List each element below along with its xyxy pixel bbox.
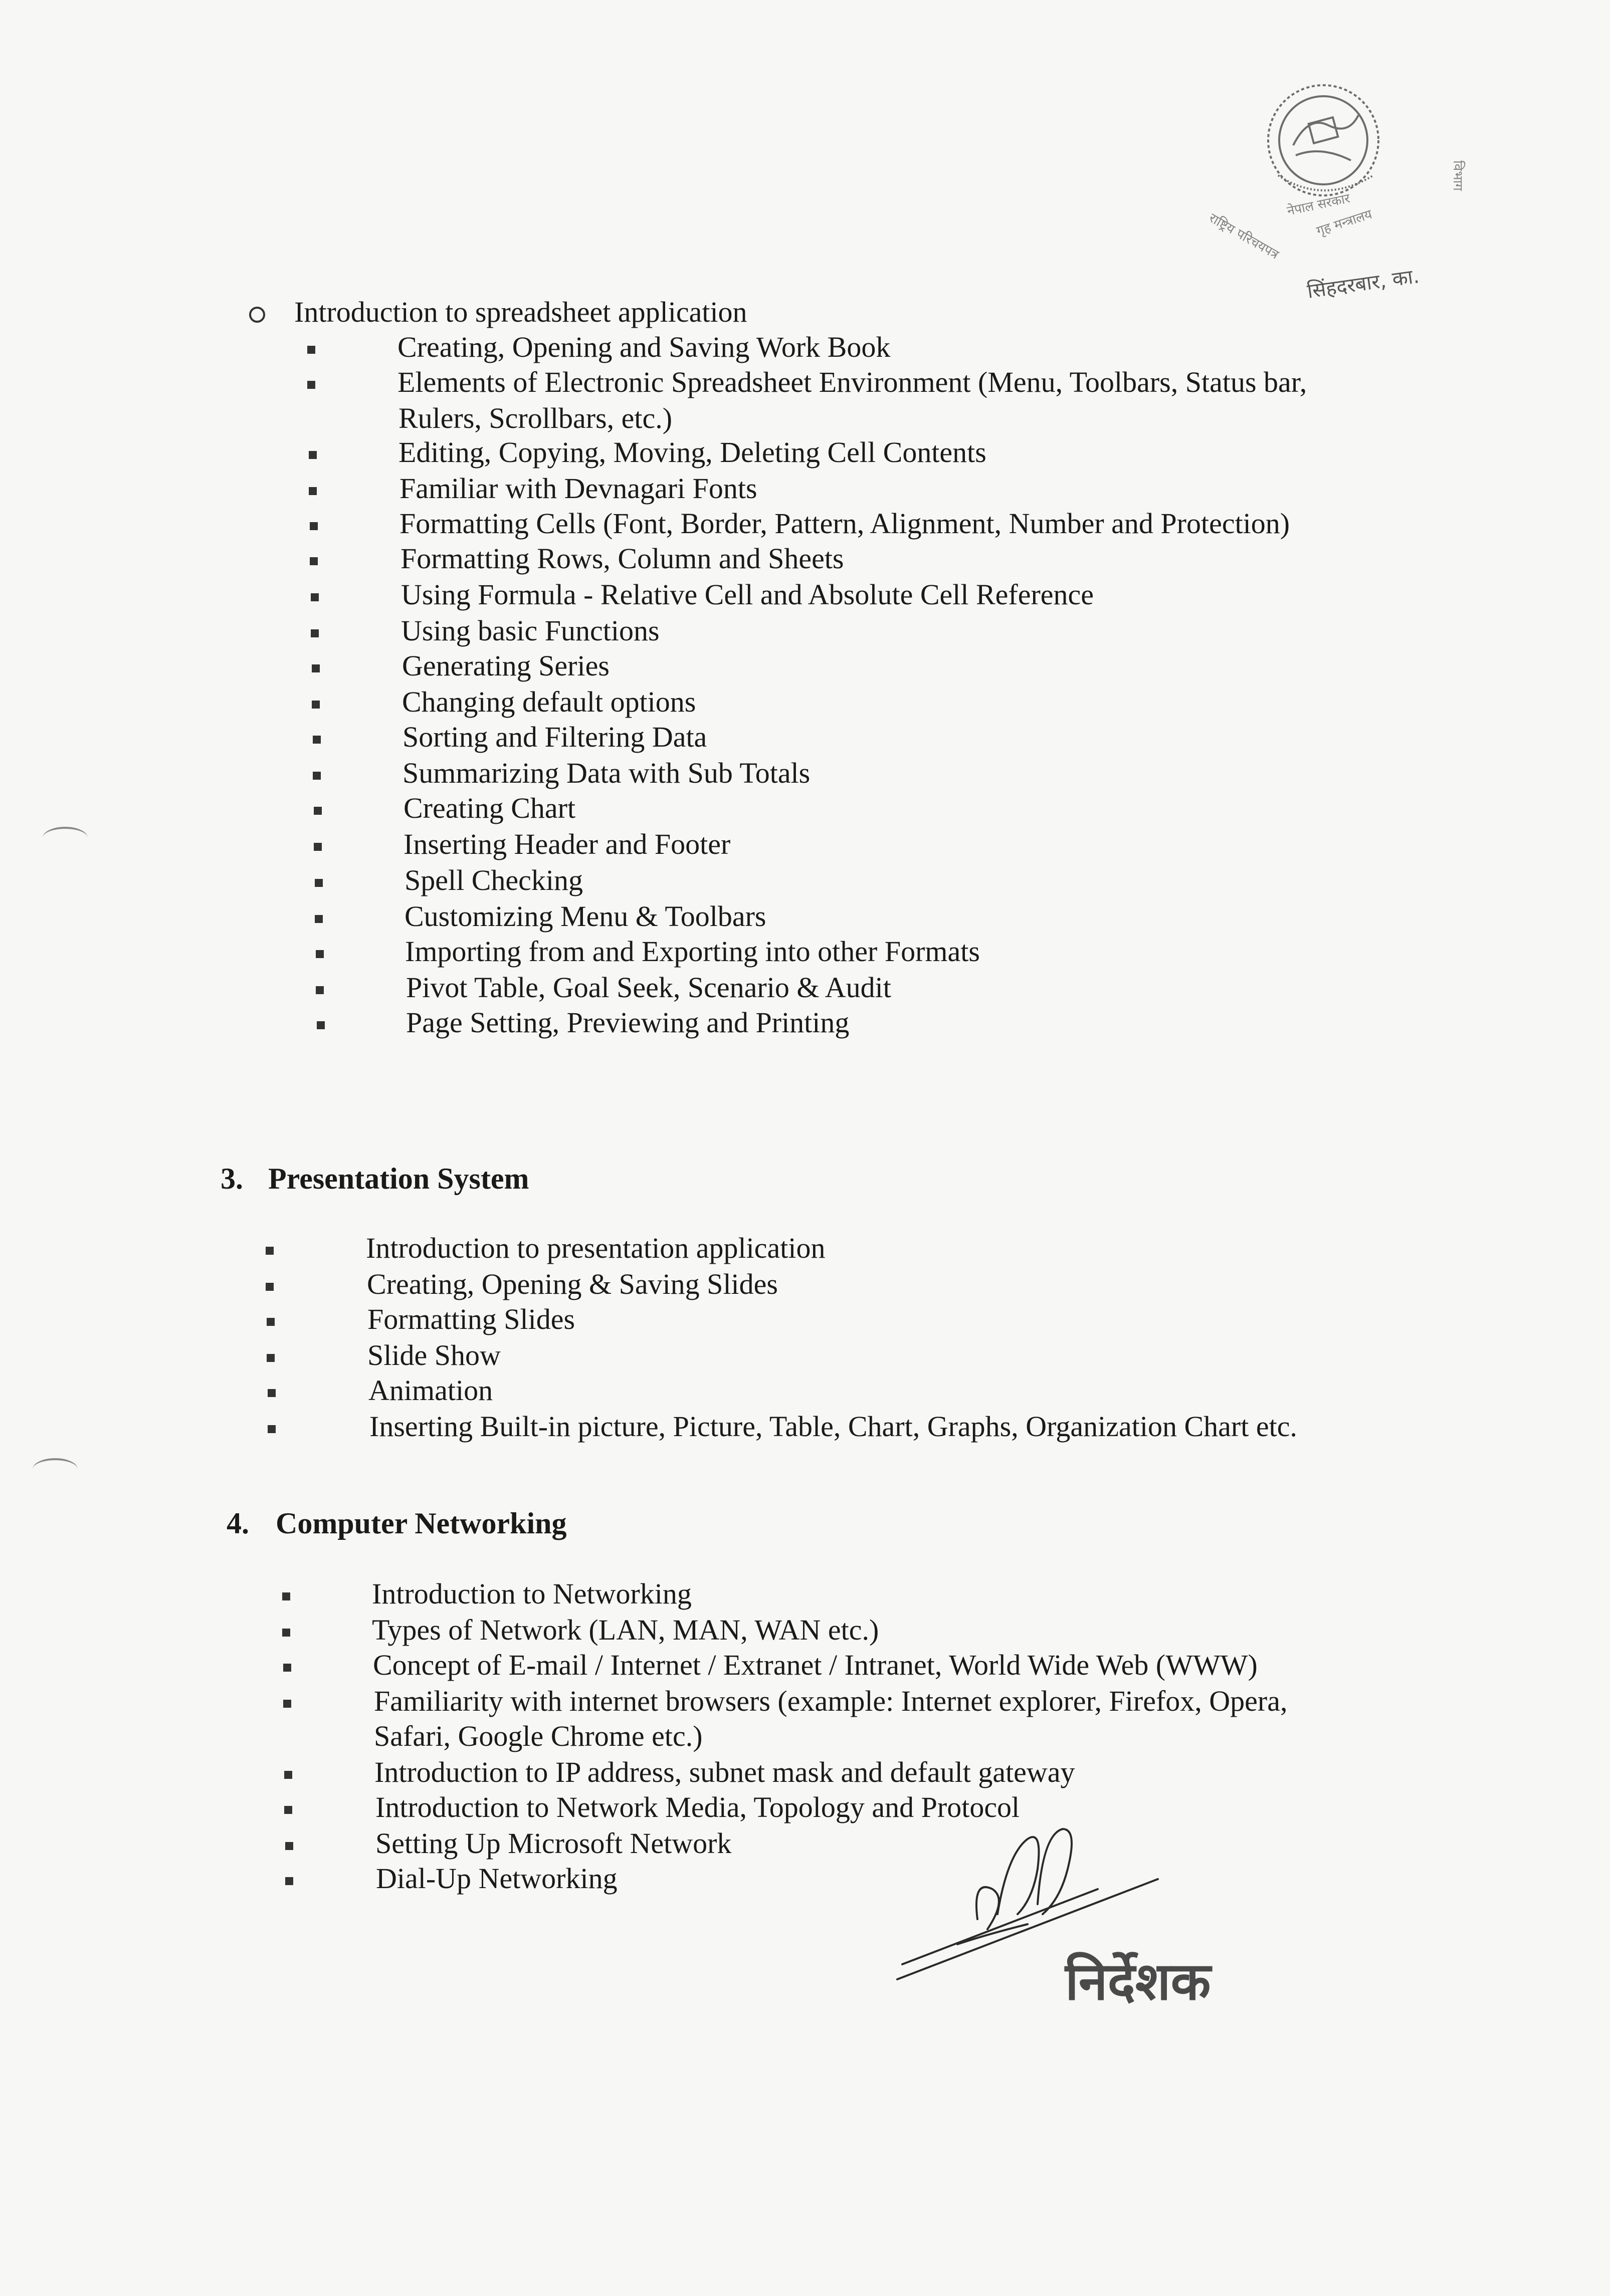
square-bullet-icon (314, 843, 322, 851)
official-seal-stamp (1193, 50, 1474, 331)
section-title: Presentation System (268, 1162, 529, 1195)
list-item: Familiarity with internet browsers (example: Internet explorer, Firefox, Opera, (374, 1685, 1288, 1717)
circle-bullet-icon (249, 307, 265, 323)
list-item: Introduction to presentation application (366, 1232, 826, 1264)
list-item: Using Formula - Relative Cell and Absolute Cell Reference (401, 578, 1094, 611)
list-item: Types of Network (LAN, MAN, WAN etc.) (372, 1614, 879, 1646)
square-bullet-icon (266, 1283, 274, 1291)
square-bullet-icon (284, 1771, 292, 1779)
list-item: Creating, Opening & Saving Slides (367, 1268, 778, 1300)
list-item: Elements of Electronic Spreadsheet Environment (Menu, Toolbars, Status bar, (397, 366, 1307, 398)
square-bullet-icon (307, 346, 315, 354)
svg-text:नेपाल सरकार: नेपाल सरकार (1286, 191, 1352, 219)
list-item: Using basic Functions (401, 614, 660, 647)
svg-text:गृह मन्त्रालय: गृह मन्त्रालय (1314, 206, 1374, 239)
square-bullet-icon (268, 1425, 276, 1433)
list-item: Concept of E-mail / Internet / Extranet / Intranet, World Wide Web (WWW) (373, 1649, 1258, 1681)
list-item: Customizing Menu & Toolbars (405, 900, 766, 933)
list-item: Generating Series (402, 649, 610, 682)
square-bullet-icon (315, 915, 323, 923)
section-number: 3. (221, 1162, 243, 1195)
square-bullet-icon (317, 1021, 325, 1029)
square-bullet-icon (283, 1700, 291, 1708)
list-item: Inserting Built-in picture, Picture, Table, Chart, Graphs, Organization Chart etc. (369, 1410, 1297, 1443)
list-item: Setting Up Microsoft Network (375, 1827, 732, 1860)
square-bullet-icon (312, 701, 320, 709)
list-item: Dial-Up Networking (376, 1862, 618, 1895)
list-item-continued: Rulers, Scrollbars, etc.) (398, 402, 673, 434)
square-bullet-icon (316, 986, 324, 994)
list-item: Animation (368, 1374, 493, 1407)
list-item: Creating, Opening and Saving Work Book (397, 331, 891, 363)
list-item: Inserting Header and Footer (404, 828, 731, 860)
square-bullet-icon (283, 1664, 291, 1672)
square-bullet-icon (282, 1629, 290, 1637)
list-item: Formatting Cells (Font, Border, Pattern, Alignment, Number and Protection) (399, 507, 1290, 540)
list-item: Introduction to Network Media, Topology and Protocol (375, 1791, 1020, 1823)
list-item: Spell Checking (405, 864, 583, 896)
punch-hole-mark (43, 827, 88, 849)
square-bullet-icon (313, 772, 321, 780)
list-item: Summarizing Data with Sub Totals (402, 757, 811, 789)
square-bullet-icon (285, 1877, 293, 1885)
svg-text:विभाग: विभाग (1450, 160, 1465, 191)
section-title: Computer Networking (276, 1507, 567, 1540)
square-bullet-icon (285, 1842, 293, 1850)
square-bullet-icon (268, 1389, 276, 1397)
list-item: Editing, Copying, Moving, Deleting Cell Contents (398, 436, 986, 469)
square-bullet-icon (311, 593, 319, 601)
square-bullet-icon (313, 736, 321, 744)
signatory-designation: निर्देशक (1065, 1951, 1211, 2012)
list-item: Sorting and Filtering Data (402, 721, 707, 753)
square-bullet-icon (267, 1318, 275, 1326)
list-item: Page Setting, Previewing and Printing (406, 1006, 850, 1039)
seal-location-text: सिंहदरबार, का. (1305, 265, 1421, 303)
section-number: 4. (227, 1507, 249, 1540)
square-bullet-icon (309, 451, 317, 459)
square-bullet-icon (311, 629, 319, 637)
square-bullet-icon (309, 487, 317, 495)
punch-hole-mark (33, 1458, 78, 1480)
square-bullet-icon (307, 381, 315, 389)
square-bullet-icon (267, 1354, 275, 1362)
list-item: Creating Chart (404, 792, 576, 824)
square-bullet-icon (282, 1592, 290, 1600)
square-bullet-icon (310, 557, 318, 565)
list-item: Formatting Slides (367, 1303, 575, 1335)
list-item: Introduction to Networking (372, 1577, 692, 1610)
list-item: Pivot Table, Goal Seek, Scenario & Audit (406, 971, 891, 1004)
square-bullet-icon (310, 522, 318, 530)
square-bullet-icon (312, 664, 320, 672)
list-item: Formatting Rows, Column and Sheets (400, 542, 844, 575)
list-item: Introduction to IP address, subnet mask and default gateway (374, 1756, 1075, 1788)
square-bullet-icon (315, 879, 323, 887)
list-item-continued: Safari, Google Chrome etc.) (374, 1720, 703, 1752)
square-bullet-icon (266, 1247, 274, 1255)
square-bullet-icon (316, 950, 324, 958)
list-item: Familiar with Devnagari Fonts (399, 472, 757, 505)
svg-text:राष्ट्रिय परिचयपत्र: राष्ट्रिय परिचयपत्र (1206, 210, 1282, 263)
list-item: Slide Show (367, 1339, 501, 1371)
list-item: Changing default options (402, 685, 696, 718)
square-bullet-icon (314, 807, 322, 815)
square-bullet-icon (284, 1806, 292, 1814)
list-item: Importing from and Exporting into other Formats (405, 935, 980, 968)
spreadsheet-intro: Introduction to spreadsheet application (294, 296, 747, 328)
